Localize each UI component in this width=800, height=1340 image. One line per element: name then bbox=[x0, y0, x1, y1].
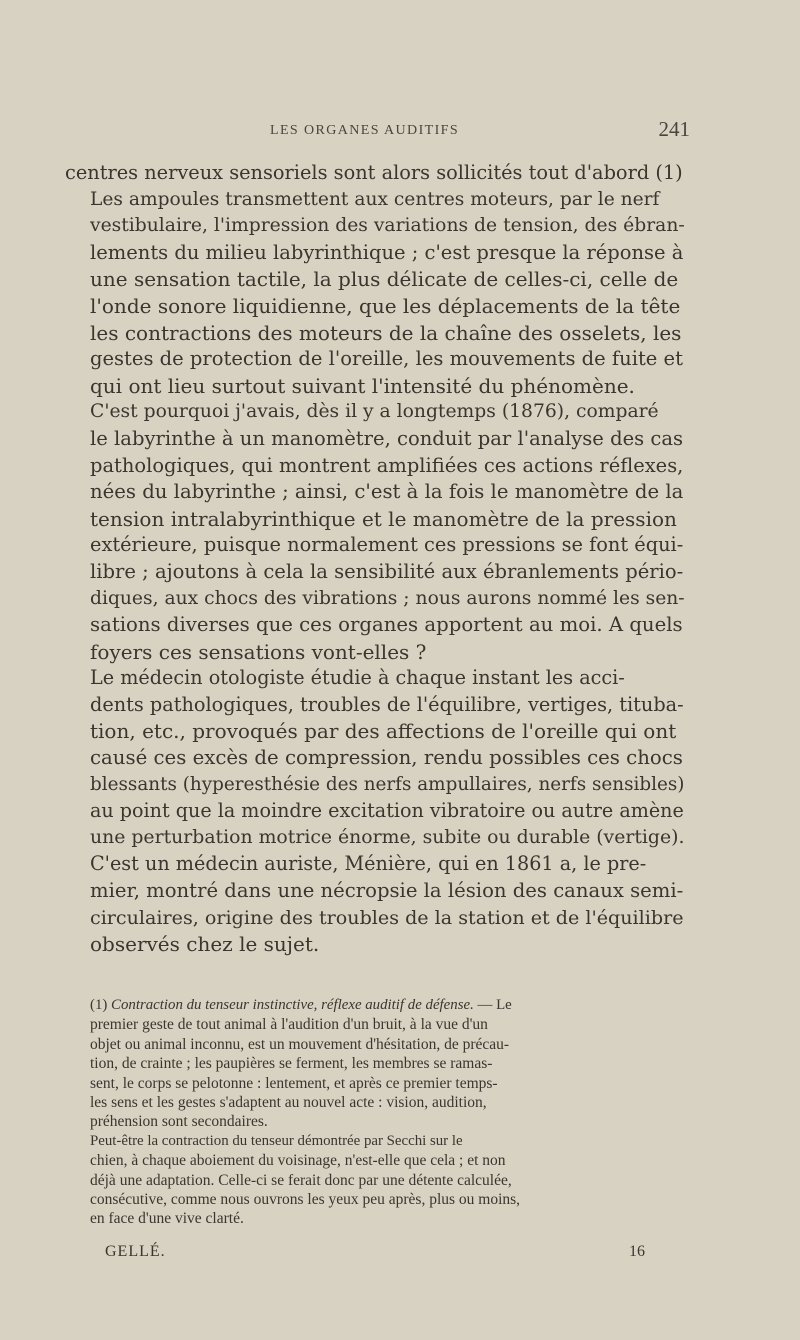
text-line: mier, montré dans une nécropsie la lésion des canaux semi- bbox=[90, 879, 684, 903]
footnote-dash: — Le bbox=[473, 997, 512, 1013]
text-line: nées du labyrinthe ; ainsi, c'est à la fois le manomètre de la bbox=[90, 480, 684, 504]
text-line: centres nerveux sensoriels sont alors sollicités tout d'abord (1) bbox=[65, 161, 683, 184]
sheet-number: 16 bbox=[629, 1243, 645, 1260]
paragraph bbox=[65, 160, 683, 187]
footnote-marker: (1) bbox=[90, 997, 108, 1013]
text-line: Les ampoules transmettent aux centres moteurs, par le nerf bbox=[90, 188, 660, 210]
paragraph bbox=[65, 399, 683, 665]
text-line: au point que la moindre excitation vibratoire ou autre amène bbox=[90, 799, 684, 823]
text-line: causé ces excès de compression, rendu possibles ces chocs bbox=[90, 746, 683, 770]
footnote-line: sent, le corps se pelotonne : lentement, et après ce premier temps- bbox=[90, 1074, 498, 1092]
footnote-line: Peut-être la contraction du tenseur démontrée par Secchi sur le bbox=[90, 1132, 463, 1149]
text-line: dents pathologiques, troubles de l'équilibre, vertiges, tituba- bbox=[90, 692, 684, 716]
text-line: les contractions des moteurs de la chaîne des osselets, les bbox=[90, 320, 682, 345]
text-line: sations diverses que ces organes apportent au moi. A quels bbox=[90, 613, 683, 637]
footnote-continuation bbox=[65, 1132, 683, 1229]
footnote-title: Contraction du tenseur instinctive, réflexe auditif de défense. bbox=[111, 997, 474, 1013]
running-title: LES ORGANES AUDITIFS bbox=[270, 123, 460, 138]
paragraph bbox=[65, 851, 683, 957]
text-line: Le médecin otologiste étudie à chaque instant les acci- bbox=[90, 666, 625, 690]
paragraph bbox=[65, 187, 683, 400]
text-line: observés chez le sujet. bbox=[90, 932, 320, 957]
signature-line bbox=[105, 1243, 665, 1261]
footnote-line: déjà une adaptation. Celle-ci se ferait donc par une détente calculée, bbox=[90, 1171, 512, 1189]
author-signature: GELLÉ. bbox=[105, 1243, 166, 1260]
text-line: une sensation tactile, la plus délicate de celles-ci, celle de bbox=[90, 267, 679, 292]
text-line: tension intralabyrinthique et le manomètre de la pression bbox=[90, 506, 677, 531]
footnote-first-line bbox=[65, 996, 683, 1015]
paragraph bbox=[65, 665, 683, 851]
text-line: libre ; ajoutons à cela la sensibilité aux ébranlements pério- bbox=[90, 559, 684, 583]
footnote-line: consécutive, comme nous ouvrons les yeux peu après, plus ou moins, bbox=[90, 1191, 521, 1209]
footnotes bbox=[65, 996, 683, 1229]
text-line: gestes de protection de l'oreille, les mouvements de fuite et bbox=[90, 347, 683, 371]
text-line: une perturbation motrice énorme, subite ou durable (vertige). bbox=[90, 826, 685, 848]
text-line: tion, etc., provoqués par des affections de l'oreille qui ont bbox=[90, 719, 677, 744]
footnote bbox=[65, 996, 683, 1132]
main-text bbox=[65, 160, 683, 958]
text-line: extérieure, puisque normalement ces pressions se font équi- bbox=[90, 533, 684, 557]
text-line: circulaires, origine des troubles de la station et de l'équilibre bbox=[90, 905, 684, 929]
footnote-line: premier geste de tout animal à l'audition d'un bruit, à la vue d'un bbox=[90, 1016, 488, 1034]
text-line: diques, aux chocs des vibrations ; nous aurons nommé les sen- bbox=[90, 587, 685, 609]
text-line: lements du milieu labyrinthique ; c'est presque la réponse à bbox=[90, 240, 684, 264]
text-line: C'est pourquoi j'avais, dès il y a longtemps (1876), comparé bbox=[90, 401, 659, 423]
text-line: vestibulaire, l'impression des variations de tension, des ébran- bbox=[90, 215, 685, 237]
footnote-line: les sens et les gestes s'adaptent au nouvel acte : vision, audition, bbox=[90, 1094, 487, 1112]
text-line: C'est un médecin auriste, Ménière, qui en 1861 a, le pre- bbox=[90, 852, 647, 876]
footnote-line: préhension sont secondaires. bbox=[90, 1113, 268, 1131]
text-line: l'onde sonore liquidienne, que les déplacements de la tête bbox=[90, 293, 681, 318]
footnote-line: chien, à chaque aboiement du voisinage, n'est-elle que cela ; et non bbox=[90, 1152, 506, 1170]
text-line: qui ont lieu surtout suivant l'intensité du phénomène. bbox=[90, 373, 635, 398]
text-line: foyers ces sensations vont-elles ? bbox=[90, 639, 427, 664]
running-head bbox=[270, 117, 690, 141]
text-line: le labyrinthe à un manomètre, conduit par l'analyse des cas bbox=[90, 426, 684, 450]
footnote-line: tion, de crainte ; les paupières se ferment, les membres se ramas- bbox=[90, 1055, 493, 1073]
page-number: 241 bbox=[658, 117, 690, 141]
text-line: blessants (hyperesthésie des nerfs ampullaires, nerfs sensibles) bbox=[90, 773, 685, 795]
footnote-line: en face d'une vive clarté. bbox=[90, 1210, 244, 1228]
footnote-line: objet ou animal inconnu, est un mouvement d'hésitation, de précau- bbox=[90, 1035, 510, 1053]
text-line: pathologiques, qui montrent amplifiées ces actions réflexes, bbox=[90, 453, 684, 477]
